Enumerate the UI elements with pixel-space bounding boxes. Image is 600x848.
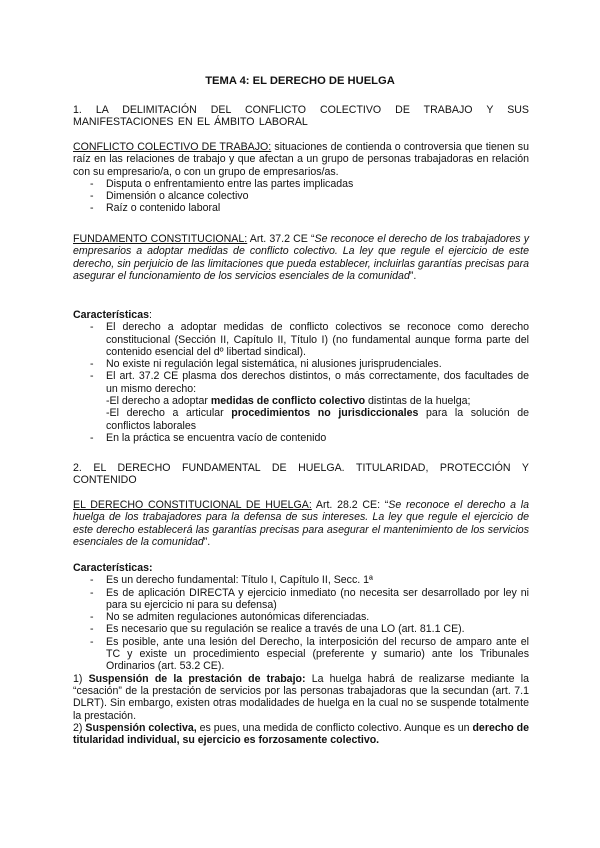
fundamento-label: FUNDAMENTO CONSTITUCIONAL: bbox=[73, 233, 248, 245]
caracteristicas-2-heading: Características: bbox=[73, 562, 153, 574]
fundamento-quote: Se reconoce el derecho de los trabajadores y empresarios a adoptar medidas de conflicto colectivo. La ley que regule el ejercicio de este derecho, sin perjuicio de las limitaciones que pueda establecer, incluirlas garantías precisas para asegurar el funcionamiento de los servicios esenciales de la comunidad bbox=[73, 233, 529, 282]
paragraph-number: 2) bbox=[73, 721, 86, 734]
sub-item-text: -El derecho a articular bbox=[106, 407, 232, 420]
list-item: - Es necesario que su regulación se realice a través de una LO (art. 81.1 CE). bbox=[73, 623, 529, 635]
list-item: - No se admiten regulaciones autonómicas diferenciadas. bbox=[73, 611, 529, 623]
derecho-huelga-label: EL DERECHO CONSTITUCIONAL DE HUELGA: bbox=[73, 499, 312, 511]
derecho-huelga-close: ”. bbox=[203, 535, 211, 548]
paragraph-text: La huelga habrá de realizarse mediante la “cesación” de la prestación de servicios por las personas trabajadoras que la secundan (art. 7.1 DLRT). Sin embargo, existen otras modalidades de huelga en la cual no se suspende totalmente la prestación. bbox=[73, 672, 529, 722]
fundamento-close: ”. bbox=[409, 269, 417, 282]
caracteristicas-1-heading bbox=[73, 309, 529, 321]
fundamento-article: Art. 37.2 CE “ bbox=[247, 233, 315, 245]
derecho-huelga-quote: Se reconoce el derecho a la huelga de los trabajadores para la defensa de sus intereses. La ley que regule el ejercicio de este derecho establecerá las garantías precisas para asegurar el mantenimiento de los servicios esenciales de la comunidad bbox=[73, 499, 529, 548]
page-title: TEMA 4: EL DERECHO DE HUELGA bbox=[205, 75, 395, 87]
paragraph-text: es pues, una medida de conflicto colectivo. Aunque es un bbox=[196, 721, 473, 734]
list-item: - Dimensión o alcance colectivo bbox=[73, 190, 529, 202]
sub-item-text: distintas de la huelga; bbox=[365, 395, 471, 408]
sub-item-text: para la solución de conflictos laborales bbox=[106, 407, 529, 432]
derecho-huelga-article: Art. 28.2 CE: “ bbox=[311, 499, 389, 511]
numbered-paragraph-1 bbox=[73, 673, 529, 722]
paragraph-bold: Suspensión de la prestación de trabajo: bbox=[88, 672, 306, 685]
section-2-heading: 2. EL DERECHO FUNDAMENTAL DE HUELGA. TITULARIDAD, PROTECCIÓN Y CONTENIDO bbox=[73, 462, 529, 487]
conflicto-colectivo-label: CONFLICTO COLECTIVO DE TRABAJO: bbox=[73, 141, 272, 153]
sub-item-bold: procedimientos no jurisdiccionales bbox=[231, 407, 419, 420]
list-item: - Raíz o contenido laboral bbox=[73, 202, 529, 214]
conflicto-colectivo-block bbox=[73, 141, 529, 215]
list-item: - En la práctica se encuentra vacío de contenido bbox=[73, 432, 529, 444]
section-1-heading: 1. LA DELIMITACIÓN DEL CONFLICTO COLECTIVO DE TRABAJO Y SUS MANIFESTACIONES EN EL ÁMBITO LABORAL bbox=[73, 104, 529, 129]
conflicto-colectivo-list bbox=[73, 178, 529, 215]
list-item: - Es posible, ante una lesión del Derecho, la interposición del recurso de amparo ante el TC y existe un procedimiento especial (preferente y sumario) ante los Tribunales Ordinarios (art. 53.2 CE). bbox=[73, 636, 529, 673]
caracteristicas-2-block bbox=[73, 562, 529, 746]
paragraph-number: 1) bbox=[73, 672, 89, 685]
caracteristicas-2-list bbox=[73, 574, 529, 672]
caracteristicas-1-block bbox=[73, 309, 529, 444]
derecho-huelga-paragraph bbox=[73, 499, 529, 548]
paragraph-bold: derecho de titularidad individual, su ejercicio es forzosamente colectivo. bbox=[73, 721, 529, 747]
list-item: - No existe ni regulación legal sistemática, ni alusiones jurisprudenciales. bbox=[73, 358, 529, 370]
sub-item-bold: medidas de conflicto colectivo bbox=[210, 395, 366, 408]
paragraph-bold: Suspensión colectiva, bbox=[85, 721, 197, 734]
list-item bbox=[73, 370, 529, 431]
fundamento-constitucional-paragraph bbox=[73, 233, 529, 282]
caracteristicas-colon: : bbox=[148, 309, 152, 321]
caracteristicas-label: Características bbox=[73, 309, 149, 321]
sub-item-text: -El derecho a adoptar bbox=[106, 395, 211, 408]
fundamento-constitucional-block bbox=[73, 233, 529, 282]
numbered-paragraph-2 bbox=[73, 722, 529, 747]
conflicto-colectivo-definition bbox=[73, 141, 529, 178]
list-item: - Es de aplicación DIRECTA y ejercicio inmediato (no necesita ser desarrollado por ley ni para su ejercicio ni para su defensa) bbox=[73, 587, 529, 612]
list-item: - El derecho a adoptar medidas de conflicto colectivos se reconoce como derecho constitucional (Sección II, Capítulo II, Título I) (no fundamental aunque forma parte del contenido esencial del dº libertad sindical). bbox=[73, 321, 529, 358]
list-item-text: El art. 37.2 CE plasma dos derechos distintos, o más correctamente, dos facultades de un mismo derecho: bbox=[106, 370, 529, 395]
list-item: - Disputa o enfrentamiento entre las partes implicadas bbox=[73, 178, 529, 190]
conflicto-colectivo-text: situaciones de contienda o controversia que tienen su raíz en las relaciones de trabajo y que afectan a un grupo de personas trabajadoras en relación con su empresario/a, o con un grupo de empresarios/as. bbox=[73, 141, 529, 178]
derecho-constitucional-huelga-block bbox=[73, 499, 529, 548]
caracteristicas-1-list bbox=[73, 321, 529, 444]
list-item: - Es un derecho fundamental: Título I, Capítulo II, Secc. 1ª bbox=[73, 574, 529, 586]
